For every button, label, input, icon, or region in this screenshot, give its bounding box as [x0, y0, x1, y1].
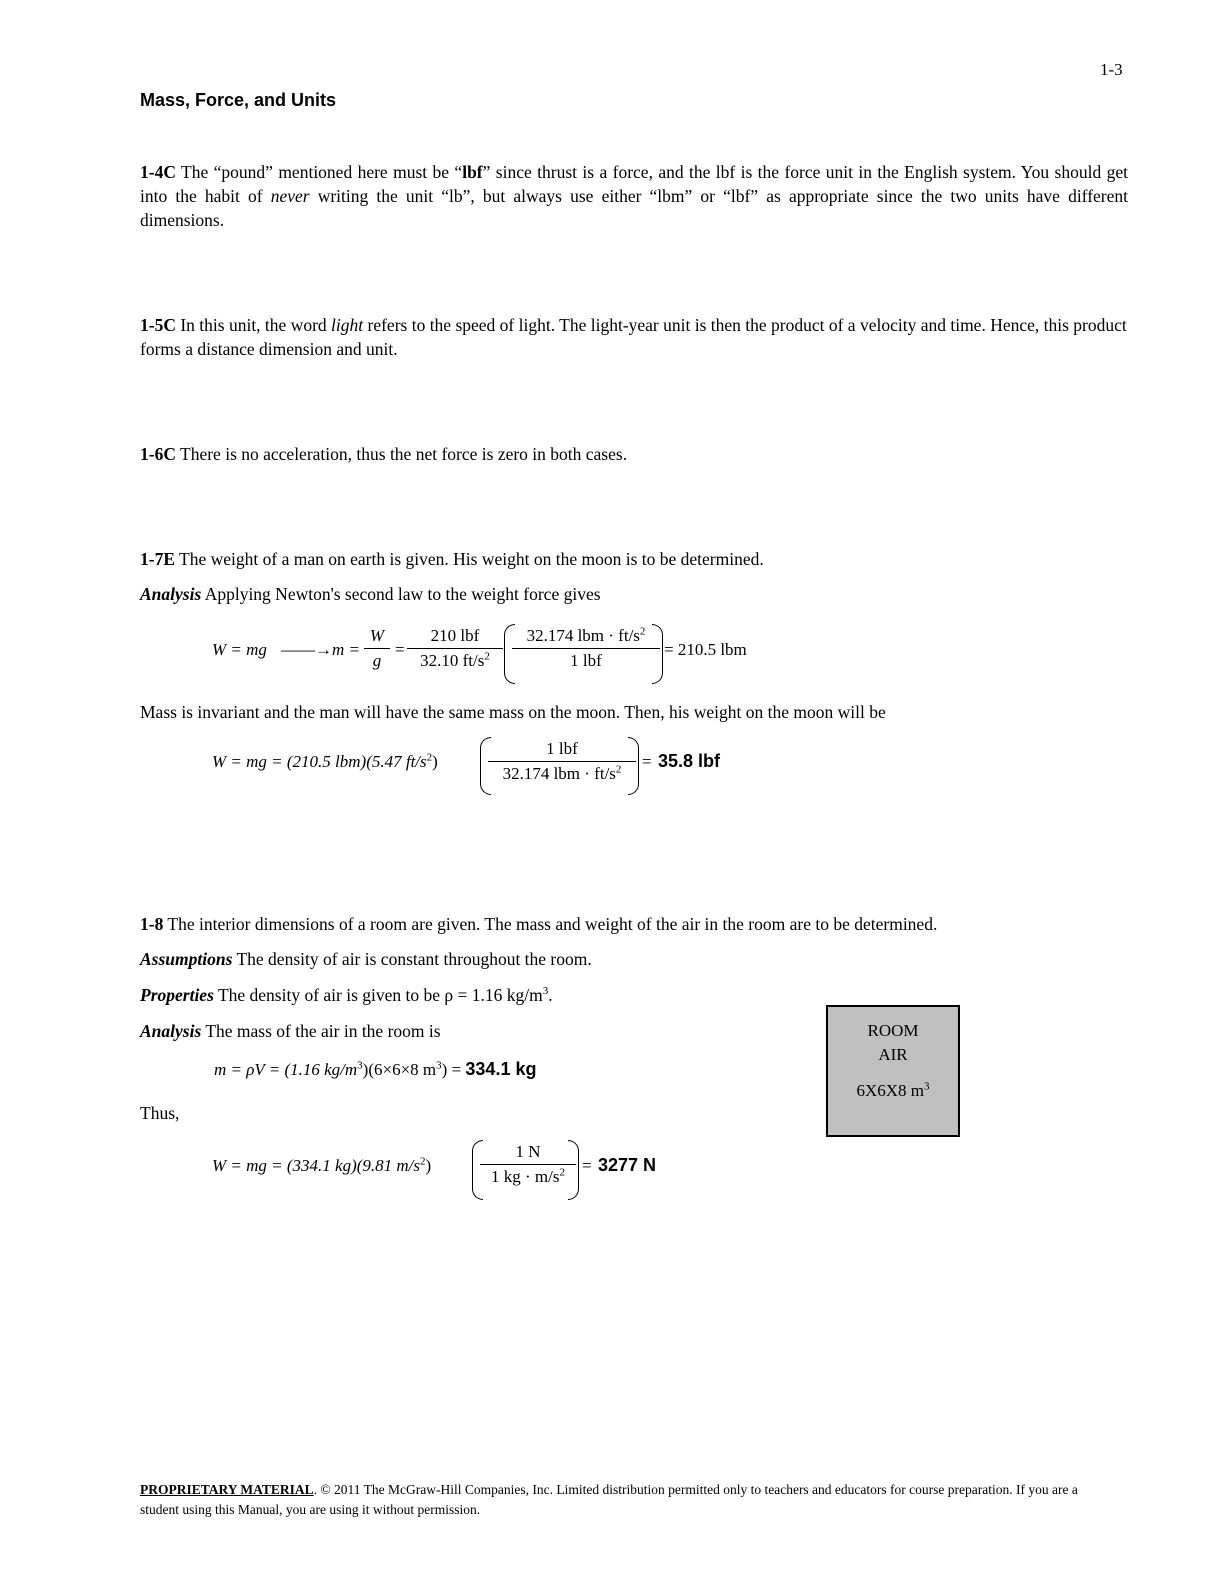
properties-label: Properties: [140, 985, 214, 1005]
equation-moon-weight: W = mg = (210.5 lbm)(5.47 $ft/s^2$) 1 lbf 32.174 lbm · $ft/s^2$ = 35.8 lbf: [212, 737, 772, 799]
eq-result: = 210.5 lbm: [664, 640, 747, 659]
mid-text: Mass is invariant and the man will have the same mass on the moon. Then, his weight on the moon will be: [140, 702, 886, 722]
rparen: ): [432, 752, 438, 771]
problem-label: 1-6C: [140, 444, 176, 464]
footer-notice: [140, 1480, 1100, 1520]
equation-air-weight: W = mg = (334.1 kg)(9.81 $m/s^2$) 1 N 1 kg · $m/s^2$ = 3277 N: [212, 1140, 712, 1202]
denominator: 1 kg · m/s: [491, 1167, 560, 1186]
analysis-line: [140, 582, 601, 606]
problem-1-8: [140, 912, 937, 936]
problem-1-6c: [140, 442, 627, 466]
text: In this unit, the word: [175, 315, 332, 335]
eq-lhs: m = ρV = (1.16 kg/m: [214, 1060, 358, 1079]
text: The weight of a man on earth is given. His weight on the moon is to be determined.: [175, 549, 764, 569]
eq-end: ) =: [441, 1060, 466, 1079]
text: The mass of the air in the room is: [201, 1021, 441, 1041]
problem-1-7e: [140, 547, 764, 571]
numerator: 1 N: [515, 1142, 541, 1161]
denominator: 32.174 lbm · ft/s: [502, 764, 616, 783]
analysis-label: Analysis: [140, 584, 202, 604]
fraction-weight-over-g: 210 lbf 32.10 $ft/s^2$: [407, 626, 503, 671]
text: refers to the speed of light. The light-year unit is then the product of a velocity and time. Hence, this product forms a distance dimension and unit.: [140, 315, 1127, 359]
problem-label: 1-5C: [140, 315, 176, 335]
text: ” since thrust is a force, and the lbf is the force unit in the English system. You should get into the habit of: [140, 162, 1128, 206]
problem-label: 1-4C: [140, 162, 176, 182]
eq-lhs: W = mg = (334.1 kg)(9.81 m/s: [212, 1156, 421, 1175]
problem-label: 1-8: [140, 914, 164, 934]
text: The density of air is constant throughout the room.: [232, 949, 592, 969]
denominator: g: [372, 651, 382, 670]
text: There is no acceleration, thus the net force is zero in both cases.: [175, 444, 628, 464]
room-label: ROOM: [867, 1021, 919, 1040]
arrow: ——→: [281, 640, 332, 659]
text: The interior dimensions of a room are given. The mass and weight of the air in the room are to be determined.: [163, 914, 938, 934]
italic-text: never: [270, 186, 310, 206]
eq-lhs: W = mg = (210.5 lbm)(5.47 ft/s: [212, 752, 427, 771]
problem-label: 1-7E: [140, 549, 175, 569]
text: The density of air is given to be ρ = 1.16 kg/m: [213, 985, 543, 1005]
equals: =: [582, 1156, 592, 1175]
eq-lhs: W = mg: [212, 640, 267, 659]
proprietary-label: PROPRIETARY MATERIAL: [140, 1482, 314, 1497]
room-air-diagram: ROOM AIR 6X6X8 $m^3$: [826, 1005, 960, 1137]
bold-text: lbf: [462, 162, 483, 182]
fraction-conversion: 1 lbf 32.174 lbm · $ft/s^2$: [488, 739, 636, 784]
eq-result: 3277 N: [598, 1155, 657, 1175]
equals: =: [395, 640, 405, 659]
page-number: 1-3: [1100, 60, 1123, 79]
denominator: 1 lbf: [570, 651, 602, 670]
fraction-w-over-g: [364, 626, 390, 671]
equals: =: [642, 752, 652, 771]
eq-mid: )(6×6×8 m: [362, 1060, 437, 1079]
numerator: 1 lbf: [546, 739, 578, 758]
problem-1-5c: [140, 313, 1128, 361]
italic-text: light: [331, 315, 364, 335]
numerator: W: [369, 626, 385, 645]
section-title: Mass, Force, and Units: [140, 90, 337, 110]
eq-m: m =: [332, 640, 360, 659]
denominator: 32.10 ft/s: [420, 651, 485, 670]
eq-result: 334.1 kg: [465, 1059, 537, 1079]
text: Applying Newton's second law to the weight force gives: [201, 584, 601, 604]
rparen: ): [425, 1156, 432, 1175]
thus-text: Thus,: [140, 1103, 180, 1123]
air-label: AIR: [878, 1045, 908, 1064]
analysis-label: Analysis: [140, 1021, 202, 1041]
assumptions-label: Assumptions: [140, 949, 233, 969]
assumptions-line: [140, 947, 592, 971]
problem-1-4c: [140, 160, 1128, 232]
analysis-line: [140, 1019, 441, 1043]
footer-text: . © 2011 The McGraw-Hill Companies, Inc. Limited distribution permitted only to teachers and educators for course preparation. If you are a student using this Manual, you are using it without permission.: [140, 1482, 1078, 1517]
numerator: 210 lbf: [430, 626, 480, 645]
text: The “pound” mentioned here must be “: [175, 162, 463, 182]
properties-line: Properties The density of air is given to be ρ = 1.16 $kg/m^3$.: [140, 985, 553, 1005]
text: writing the unit “lb”, but always use either “lbm” or “lbf” as appropriate since the two units have different dimensions.: [140, 186, 1128, 230]
fraction-conversion: 1 N 1 kg · $m/s^2$: [480, 1142, 576, 1187]
fraction-conversion: 32.174 lbm · $ft/s^2$ 1 lbf: [512, 626, 660, 671]
equation-mass: [212, 624, 772, 686]
room-dimensions: 6X6X8 m: [856, 1081, 925, 1100]
eq-result: 35.8 lbf: [658, 751, 721, 771]
equation-air-mass: m = ρV = (1.16 $kg/m^3)(6\times 6\times 8$ $m^3) = 334.1$ kg: [214, 1059, 537, 1079]
numerator: 32.174 lbm · ft/s: [526, 626, 640, 645]
